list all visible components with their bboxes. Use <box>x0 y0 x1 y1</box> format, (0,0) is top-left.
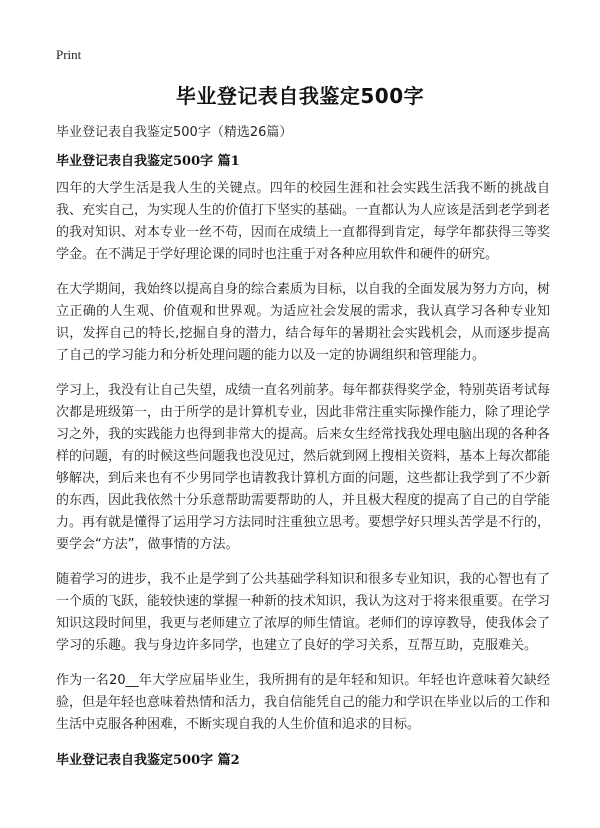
paragraph-5: 作为一名20__年大学应届毕业生，我所拥有的是年轻和知识。年轻也许意味着欠缺经验，但是年轻也意味着热情和活力，我自信能凭自己的能力和学识在毕业以后的工作和生活中克服各种困难，不断实现自我的人生价值和追求的目标。 <box>56 673 551 732</box>
document-body <box>56 150 550 777</box>
paragraph-4: 随着学习的进步，我不止是学到了公共基础学科知识和很多专业知识，我的心智也有了一个质的飞跃，能较快速的掌握一种新的技术知识，我认为这对于将来很重要。在学习知识这段时间里，我更与老师建立了浓厚的师生情谊。老师们的谆谆教导，使我体会了学习的乐趣。我与身边许多同学，也建立了良好的学习关系，互帮互助，克服难关。 <box>56 572 551 653</box>
paragraph-3: 学习上，我没有让自己失望，成绩一直名列前茅。每年都获得奖学金，特别英语考试每次都是班级第一，由于所学的是计算机专业，因此非常注重实际操作能力，除了理论学习之外，我的实践能力也得到非常大的提高。后来女生经常找我处理电脑出现的各种各样的问题，有的时候这些问题我也没见过，然后就到网上搜相关资料，基本上每次都能够解决，到后来也有不少男同学也请教我计算机方面的问题，这些都让我学到了不少新的东西，因此我依然十分乐意帮助需要帮助的人，并且极大程度的提高了自己的自学能力。再有就是懂得了运用学习方法同时注重独立思考。要想学好只埋头苦学是不行的，要学会“方法”，做事情的方法。 <box>56 383 551 552</box>
document-subtitle: 毕业登记表自我鉴定500字（精选26篇） <box>56 125 293 140</box>
paragraph-2: 在大学期间，我始终以提高自身的综合素质为目标，以自我的全面发展为努力方向，树立正确的人生观、价值观和世界观。为适应社会发展的需求，我认真学习各种专业知识，发挥自己的特长,挖掘自身的潜力，结合每年的暑期社会实践机会，从而逐步提高了自己的学习能力和分析处理问题的能力以及一定的协调组织和管理能力。 <box>56 282 551 363</box>
page-title: 毕业登记表自我鉴定500字 <box>175 84 425 108</box>
print-link[interactable]: Print <box>56 47 82 62</box>
paragraph-1: 四年的大学生活是我人生的关键点。四年的校园生涯和社会实践生活我不断的挑战自我、充实自己，为实现人生的价值打下坚实的基础。一直都认为人应该是活到老学到老的我对知识、对本专业一丝不苟，因而在成绩上一直都得到肯定，每学年都获得三等奖学金。在不满足于学好理论课的同时也注重于对各种应用软件和硬件的研究。 <box>56 181 551 262</box>
section-heading-2: 毕业登记表自我鉴定500字 篇2 <box>56 753 240 768</box>
section-heading-1: 毕业登记表自我鉴定500字 篇1 <box>56 154 240 169</box>
